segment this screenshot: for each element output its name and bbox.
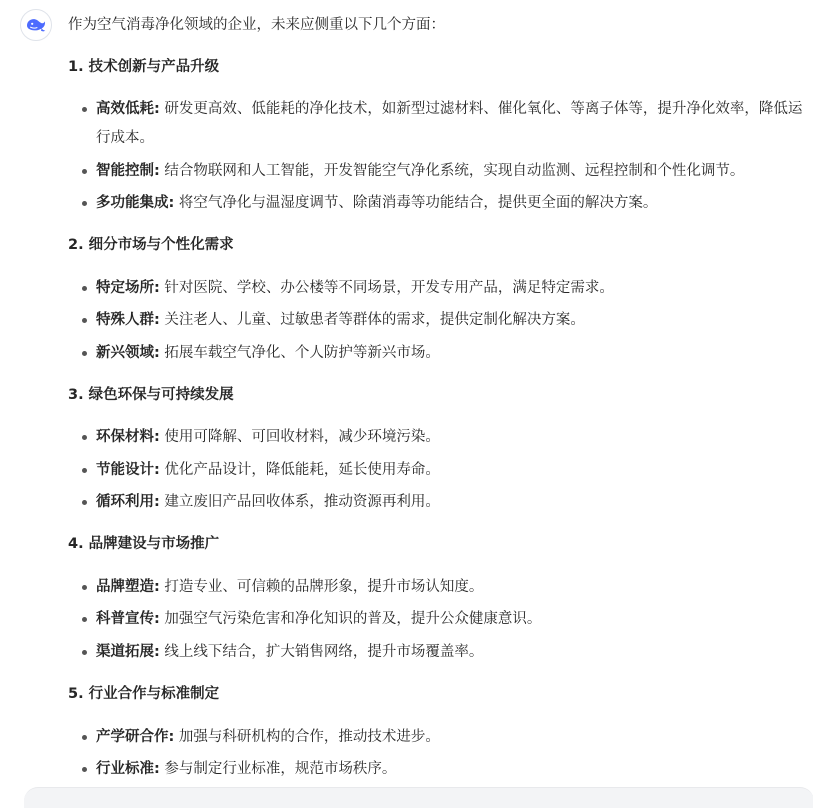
bullet-dot bbox=[82, 201, 87, 206]
item-term: 循环利用: bbox=[96, 494, 160, 510]
item-term: 高效低耗: bbox=[96, 101, 160, 117]
item-term: 行业标准: bbox=[96, 761, 160, 777]
section-heading: 1. 技术创新与产品升级 bbox=[68, 59, 220, 75]
item-term: 渠道拓展: bbox=[96, 644, 160, 660]
item-text: 线上线下结合，扩大销售网络，提升市场覆盖率。 bbox=[159, 644, 484, 660]
item-term: 科普宣传: bbox=[96, 611, 160, 627]
bullet-dot bbox=[82, 735, 87, 740]
list-item bbox=[68, 456, 804, 485]
bullet-dot bbox=[82, 468, 87, 473]
list-item bbox=[68, 755, 804, 784]
list-item bbox=[68, 638, 804, 667]
bullet-dot bbox=[82, 585, 87, 590]
item-text: 优化产品设计，降低能耗，延长使用寿命。 bbox=[159, 462, 440, 478]
bullet-dot bbox=[82, 286, 87, 291]
section-heading: 2. 细分市场与个性化需求 bbox=[68, 237, 234, 253]
item-text: 加强与科研机构的合作，推动技术进步。 bbox=[174, 729, 440, 745]
list-item bbox=[68, 488, 804, 517]
chat-input-area[interactable] bbox=[24, 787, 813, 808]
list-item bbox=[68, 605, 804, 634]
item-text: 拓展车载空气净化、个人防护等新兴市场。 bbox=[159, 345, 440, 361]
item-text: 加强空气污染危害和净化知识的普及，提升公众健康意识。 bbox=[159, 611, 542, 627]
item-term: 新兴领域: bbox=[96, 345, 160, 361]
item-term: 特殊人群: bbox=[96, 312, 160, 328]
item-text: 使用可降解、可回收材料，减少环境污染。 bbox=[159, 429, 440, 445]
section-heading: 5. 行业合作与标准制定 bbox=[68, 686, 220, 702]
item-term: 智能控制: bbox=[96, 163, 160, 179]
list-item bbox=[68, 306, 804, 335]
bullet-dot bbox=[82, 107, 87, 112]
list-item bbox=[68, 189, 804, 218]
message-intro: 作为空气消毒净化领域的企业，未来应侧重以下几个方面： bbox=[68, 17, 445, 33]
list-item bbox=[68, 157, 804, 186]
list-item bbox=[68, 573, 804, 602]
section-heading: 4. 品牌建设与市场推广 bbox=[68, 536, 220, 552]
bullet-dot bbox=[82, 351, 87, 356]
section-heading: 3. 绿色环保与可持续发展 bbox=[68, 387, 234, 403]
item-text: 将空气净化与温湿度调节、除菌消毒等功能结合，提供更全面的解决方案。 bbox=[174, 195, 658, 211]
list-item bbox=[68, 339, 804, 368]
avatar bbox=[20, 9, 52, 41]
bullet-dot bbox=[82, 318, 87, 323]
list-item bbox=[68, 95, 804, 153]
item-text: 关注老人、儿童、过敏患者等群体的需求，提供定制化解决方案。 bbox=[159, 312, 585, 328]
bullet-dot bbox=[82, 435, 87, 440]
item-term: 多功能集成: bbox=[96, 195, 175, 211]
item-text: 针对医院、学校、办公楼等不同场景，开发专用产品，满足特定需求。 bbox=[159, 280, 614, 296]
item-text: 参与制定行业标准，规范市场秩序。 bbox=[159, 761, 397, 777]
bullet-dot bbox=[82, 767, 87, 772]
item-text: 建立废旧产品回收体系，推动资源再利用。 bbox=[159, 494, 440, 510]
item-term: 环保材料: bbox=[96, 429, 160, 445]
item-text: 结合物联网和人工智能，开发智能空气净化系统，实现自动监测、远程控制和个性化调节。 bbox=[159, 163, 745, 179]
bullet-dot bbox=[82, 169, 87, 174]
item-term: 品牌塑造: bbox=[96, 579, 160, 595]
item-term: 节能设计: bbox=[96, 462, 160, 478]
item-text: 打造专业、可信赖的品牌形象，提升市场认知度。 bbox=[159, 579, 484, 595]
bullet-dot bbox=[82, 617, 87, 622]
list-item bbox=[68, 723, 804, 752]
list-item bbox=[68, 274, 804, 303]
list-item bbox=[68, 423, 804, 452]
item-text: 研发更高效、低能耗的净化技术，如新型过滤材料、催化氧化、等离子体等，提升净化效率，降低运行成本。 bbox=[96, 101, 803, 146]
bullet-dot bbox=[82, 650, 87, 655]
item-term: 产学研合作: bbox=[96, 729, 175, 745]
item-term: 特定场所: bbox=[96, 280, 160, 296]
bullet-dot bbox=[82, 500, 87, 505]
whale-logo-icon bbox=[24, 13, 48, 37]
